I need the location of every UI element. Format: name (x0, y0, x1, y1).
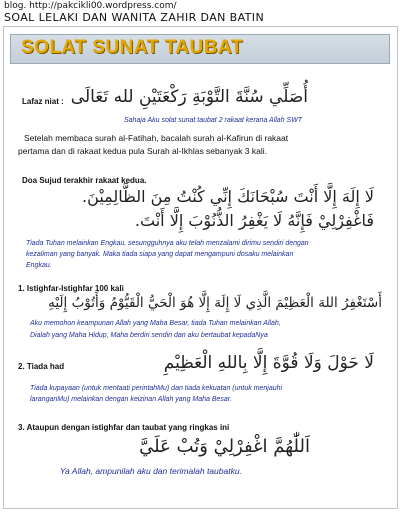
istighfar-arabic: أَسْتَغْفِرُ اللهَ الْعَظِيْمَ الَّذِي لَا إِلَهَ إِلَّا هُوَ الْحَيُّ الْقَيُّوْمُ وَأَتُوْبُ إِلَيْهِ (48, 295, 382, 311)
banner-title: SOLAT SUNAT TAUBAT (21, 37, 243, 58)
title-banner (10, 34, 390, 64)
sujud-translation-1: Tiada Tuhan melainkan Engkau, sesungguhnya aku telah menzalami dirimu sendiri dengan (26, 240, 309, 247)
istighfar-translation-2: Dialah yang Maha Hidup, Maha berdiri sendiri dan aku bertaubat kepadaNya (30, 332, 268, 339)
lafaz-translation: Sahaja Aku solat sunat taubat 2 rakaat kerana Allah SWT (124, 117, 303, 124)
lafaz-arabic: أُصَلِّي سُنَّةَ التَّوْبَةِ رَكْعَتَيْنِ لله تَعَالَى (70, 87, 308, 107)
sujud-label: Doa Sujud terakhir rakaat kedua. (22, 176, 147, 185)
instruction-line-2: pertama dan di rakaat kedua pula Surah al-Ikhlas sebanyak 3 kali. (18, 146, 268, 156)
sujud-arabic-2: فَاغْفِرْلِيْ فَإِنَّهُ لَا يَغْفِرُ الذُّنُوْبَ إِلَّا أَنْتَ. (134, 211, 374, 230)
sujud-translation-2: kezaliman yang banyak. Maka tiada siapa yang dapat mengampuni dosaku melainkan (26, 251, 294, 258)
blog-url: blog. http://pakcikli00.wordpress.com/ (4, 1, 177, 11)
istighfar-translation-1: Aku memohon keampunan Allah yang Maha Besar, tiada Tuhan melainkan Allah, (30, 320, 281, 327)
sujud-translation-3: Engkau. (26, 262, 52, 269)
lafaz-label: Lafaz niat : (22, 97, 64, 106)
tiada-had-translation-2: laranganMu) melainkan dengan keizinan Allah yang Maha Besar. (30, 396, 232, 403)
sujud-arabic-1: لَا إِلَهَ إِلَّا أَنْتَ سُبْحَانَكَ إِنِّي كُنْتُ مِنَ الظَّالِمِيْنَ. (82, 187, 374, 206)
tiada-had-arabic: لَا حَوْلَ وَلَا قُوَّةَ إِلَّا بِاللهِ الْعَظِيْمِ (163, 353, 374, 373)
ringkas-translation: Ya Allah, ampunilah aku dan terimalah taubatku. (60, 466, 242, 476)
ringkas-arabic: اَللّٰهُمَّ اغْفِرْلِيْ وَتُبْ عَلَيَّ (139, 436, 310, 457)
tiada-had-label: 2. Tiada had (18, 362, 65, 371)
instruction-line-1: Setelah membaca surah al-Fatihah, bacalah surah al-Kafirun di rakaat (24, 133, 289, 143)
ringkas-label: 3. Ataupun dengan istighfar dan taubat yang ringkas ini (18, 423, 230, 432)
tiada-had-translation-1: Tiada kupayaan (untuk mentaati perintahMu) dan tiada kekuatan (untuk menjauhi (30, 385, 283, 392)
page-title: SOAL LELAKI DAN WANITA ZAHIR DAN BATIN (4, 11, 265, 24)
istighfar-label: 1. Istighfar-Istighfar 100 kali (18, 284, 124, 293)
